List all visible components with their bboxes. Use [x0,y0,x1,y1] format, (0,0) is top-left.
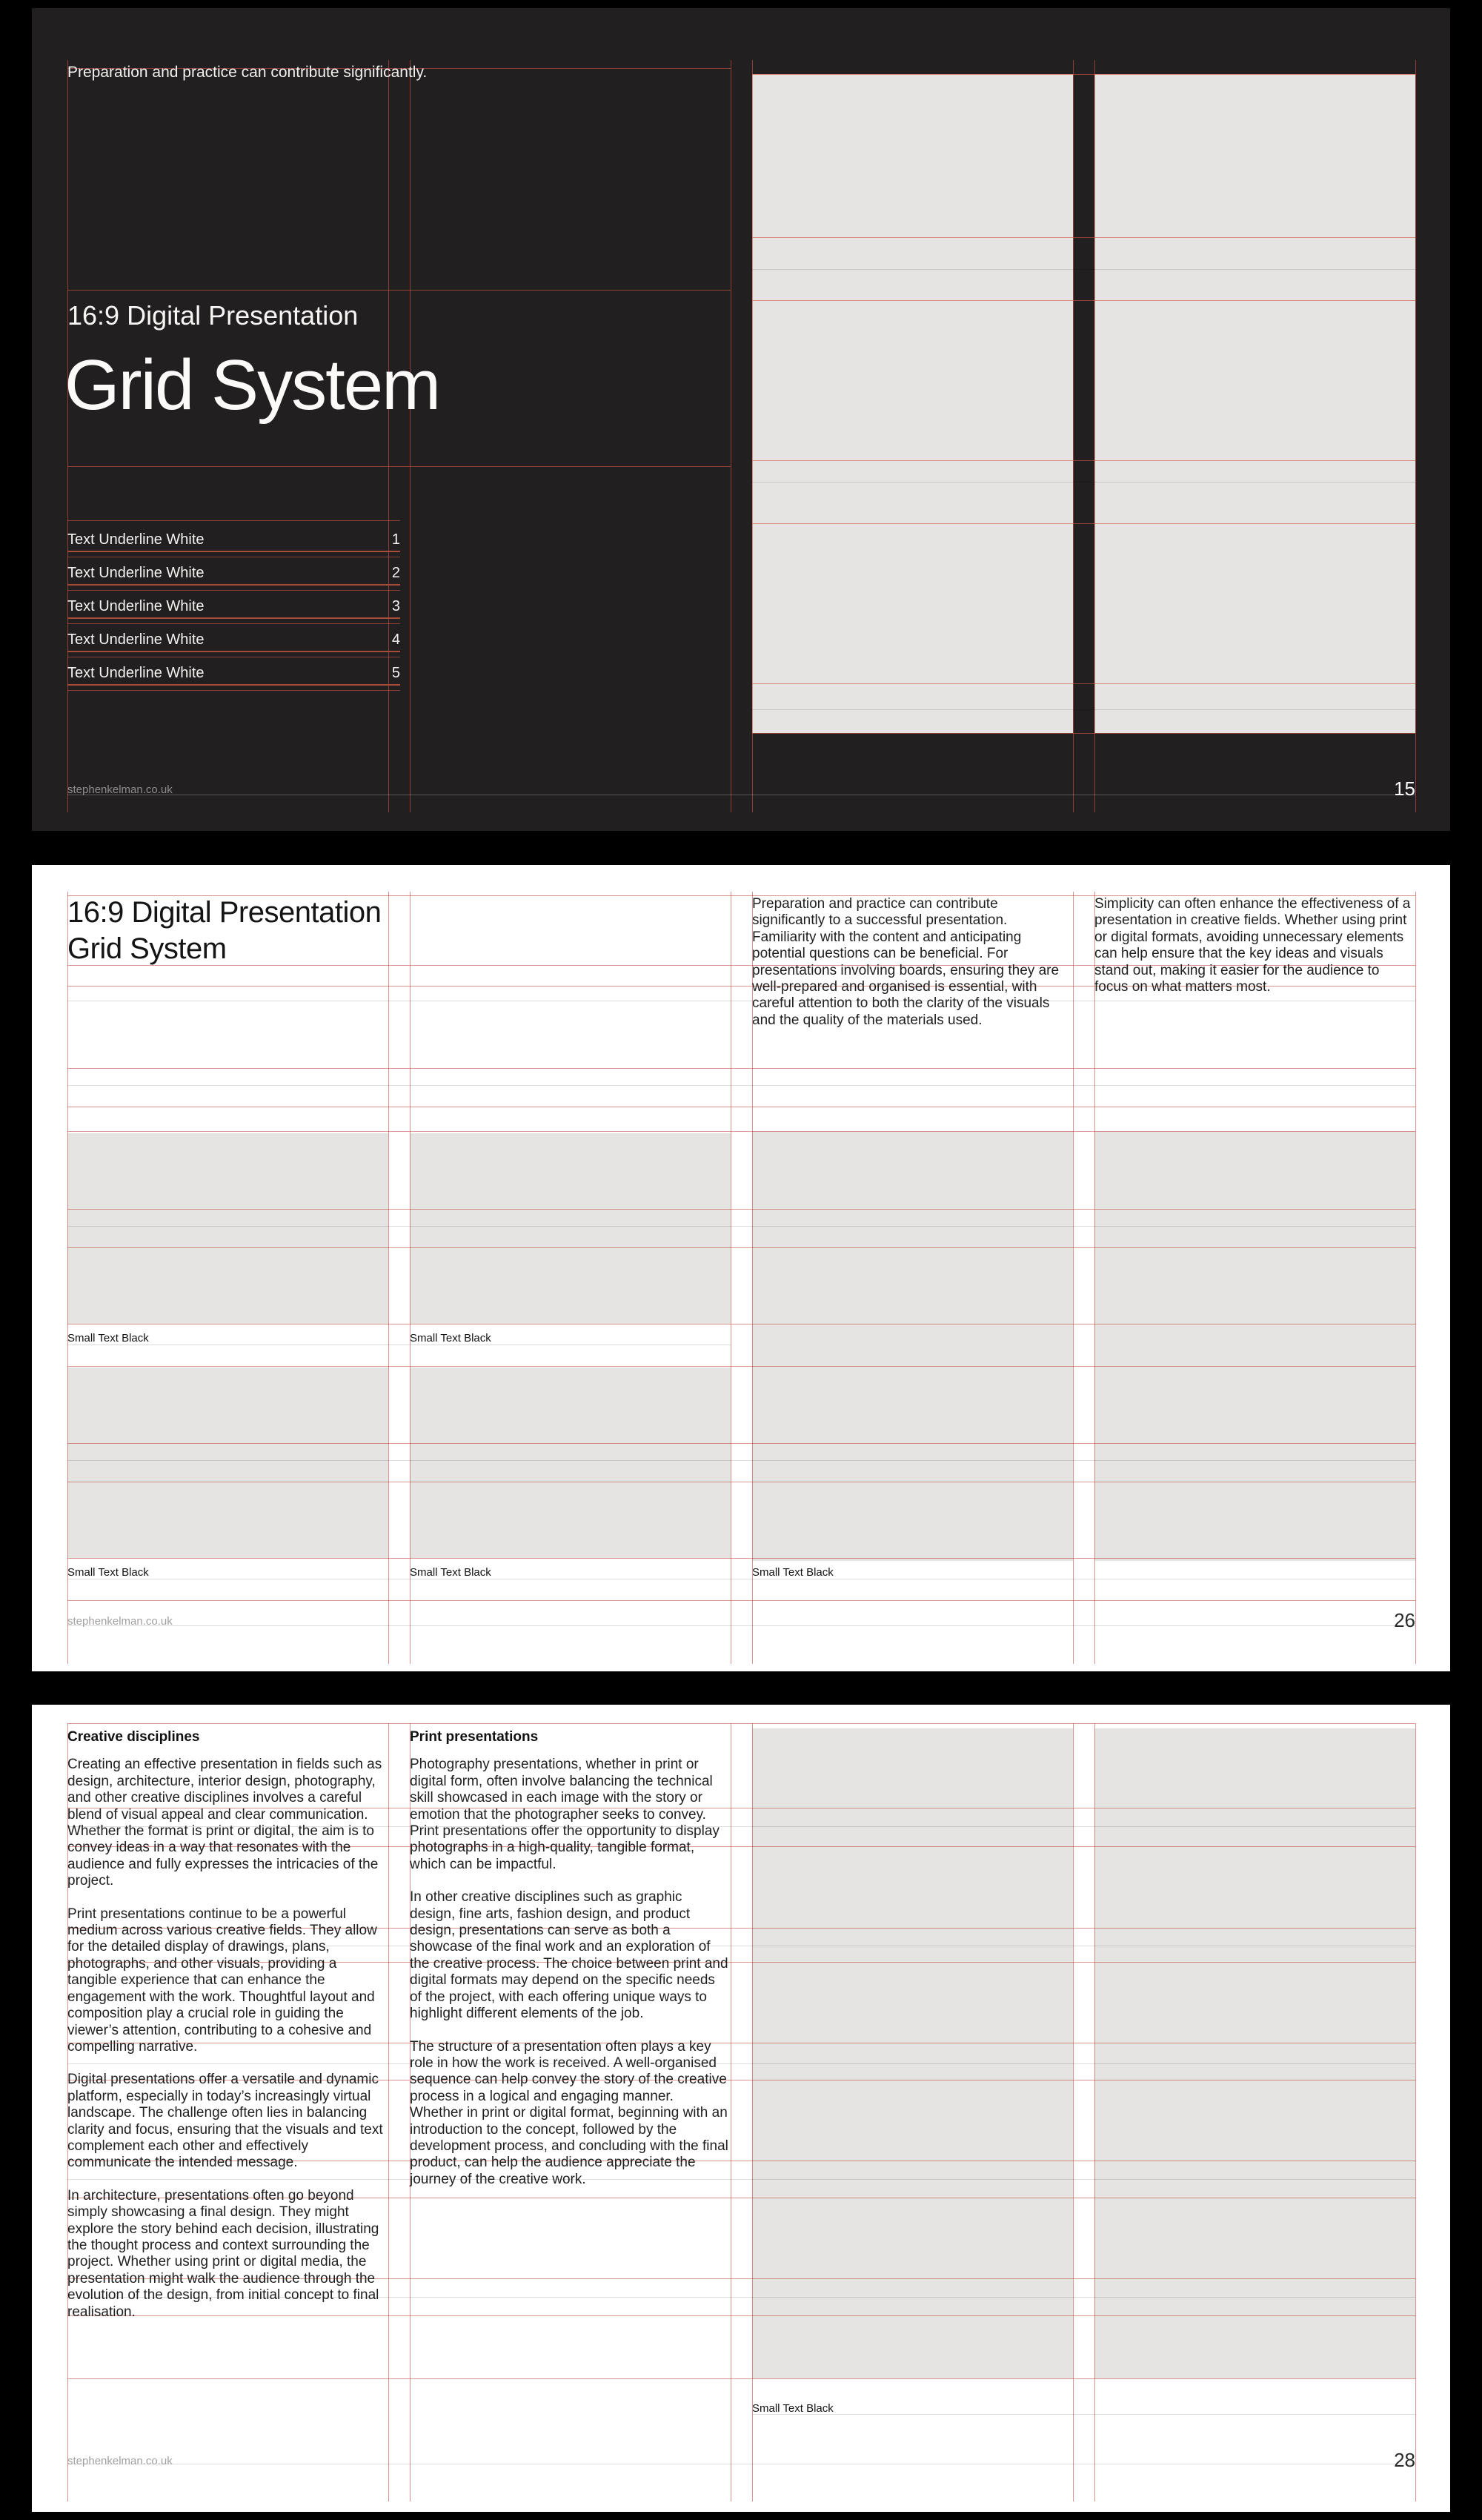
grid-baseline-guide [752,482,1415,483]
grid-baseline-guide [67,1625,1415,1626]
small-text-label: Small Text Black [410,1566,491,1579]
body-paragraph: Creating an effective presentation in fields such as design, architecture, interior design, photography, and other creative disciplines involves a careful blend of visual appeal and clear communication. Whether the format is print or digital, the aim is to convey ideas in a way that resonates with the audience and fully expresses the intricacies of the project. [67,1757,382,1889]
body-paragraph-col4: Simplicity can often enhance the effectiveness of a presentation in creative fields. Whether using print or digital formats, avoiding unnecessary elements can help ensure that the key ideas and visuals stand out, making it easier for the audience to focus on what matters most. [1094,896,1411,995]
grid-column-guide [410,60,411,812]
grid-column-guide [388,60,389,812]
grid-column-guide [1073,60,1074,812]
grid-baseline-guide [67,290,731,291]
grid-baseline-guide [752,300,1415,301]
image-placeholder [752,74,1073,733]
underline-list-item [67,629,400,652]
slide-28-light-text [32,1705,1450,2512]
grid-column-guide [1073,1723,1074,2501]
list-item-number: 1 [391,531,400,548]
grid-baseline-guide [67,1226,1415,1227]
image-placeholder [1094,74,1415,733]
list-item-number: 4 [391,631,400,648]
grid-baseline-guide [67,1558,1415,1559]
grid-baseline-guide [67,1460,1415,1461]
small-text-label: Small Text Black [752,1566,834,1579]
grid-baseline-guide [67,1085,1415,1086]
footer-site-url: stephenkelman.co.uk [67,783,173,796]
list-item-label: Text Underline White [67,598,205,614]
grid-baseline-guide [752,733,1415,734]
body-paragraph: Print presentations continue to be a powerful medium across various creative fields. They allow for the detailed display of drawings, plans, photographs, and other visuals, providing a tangible experience that can enhance the engagement with the work. Thoughtful layout and composition play a crucial role in guiding the viewer’s attention, contributing to a cohesive and compelling narrative. [67,1906,377,2055]
grid-column-guide [388,1723,389,2501]
list-item-label: Text Underline White [67,631,205,648]
grid-baseline-guide [67,1247,1415,1248]
image-placeholder [67,1367,388,1558]
slide-title [67,895,381,967]
small-text-label: Small Text Black [67,1566,149,1579]
list-item-label: Text Underline White [67,531,205,548]
grid-baseline-guide [752,709,1415,710]
grid-column-guide [1094,60,1095,812]
grid-column-guide [1094,1723,1095,2501]
grid-baseline-guide [67,1723,1415,1724]
image-placeholder [410,1367,731,1558]
grid-baseline-guide [67,520,400,521]
underline-list-item [67,595,400,619]
underline-list-item [67,528,400,552]
list-item-number: 5 [391,665,400,681]
grid-baseline-guide [752,683,1415,684]
grid-baseline-guide [67,1209,1415,1210]
list-item-number: 3 [391,598,400,614]
grid-baseline-guide [752,74,1415,75]
grid-baseline-guide [67,1131,1415,1132]
grid-baseline-guide [67,1443,1415,1444]
list-item-label: Text Underline White [67,665,205,681]
grid-baseline-guide [67,623,400,624]
slide-subtitle: 16:9 Digital Presentation [67,300,359,331]
slide-title: Grid System [64,345,440,425]
grid-baseline-guide [752,237,1415,238]
body-paragraph: Digital presentations offer a versatile and dynamic platform, especially in today’s increasingly virtual landscape. The challenge often lies in balancing clarity and focus, ensuring that the visuals and text complement each other and effectively communicate the intended message. [67,2072,383,2171]
grid-column-guide [67,60,68,812]
body-paragraph: In architecture, presentations often go beyond simply showcasing a final design. They might explore the story behind each decision, illustrating the thought process and context surrounding the project. Whether using print or digital media, the presentation might walk the audience through the evolution of the design, from initial concept to final realisation. [67,2187,379,2320]
grid-baseline-guide [67,1068,1415,1069]
title-line-1: 16:9 Digital Presentation [67,896,382,929]
body-paragraph: The structure of a presentation often plays a key role in how the work is received. A well-organised sequence can help convey the story of the creative process in a logical and engaging manner. Whether in print or digital format, beginning with an introduction to the concept, followed by the development process, and concluding with the final product, can help the audience appreciate the journey of the creative work. [410,2038,728,2187]
column-heading: Print presentations [410,1729,539,1745]
small-text-label: Small Text Black [410,1332,491,1344]
grid-column-guide [752,60,753,812]
grid-baseline-guide [67,1344,731,1345]
grid-baseline-guide [752,269,1415,270]
small-text-label: Small Text Black [752,2402,834,2415]
body-paragraph-col3: Preparation and practice can contribute significantly to a successful presentation. Familiarity with the content and anticipating potential questions can be beneficial. For presentations involving boards, ensuring they are well-prepared and organised is essential, with careful attention to both the clarity of the visuals and the quality of the materials used. [752,896,1060,1028]
slide-26-light-grid [32,865,1450,1671]
grid-baseline-guide [67,466,731,467]
text-column-2 [410,1729,731,2204]
grid-column-guide [67,892,68,1664]
grid-column-guide [1415,892,1416,1664]
grid-column-guide [388,892,389,1664]
grid-baseline-guide [67,590,400,591]
grid-baseline-guide [752,2414,1415,2415]
grid-column-guide [1415,60,1416,812]
underline-list-item [67,562,400,586]
image-placeholder [67,1133,388,1324]
kicker-text: Preparation and practice can contribute significantly. [67,64,428,81]
grid-baseline-guide [67,1600,1415,1601]
underline-list-item [67,662,400,686]
column-heading: Creative disciplines [67,1729,200,1745]
page-number: 28 [1394,2449,1415,2471]
grid-column-guide [1415,1723,1416,2501]
slide-15-dark-cover [32,8,1450,831]
page-number: 15 [1394,777,1415,800]
footer-site-url: stephenkelman.co.uk [67,1615,173,1628]
grid-column-guide [410,892,411,1664]
grid-baseline-guide [67,690,400,691]
text-column-1 [67,1729,388,2337]
grid-column-guide [1094,892,1095,1664]
image-placeholder [410,1133,731,1324]
grid-baseline-guide [67,2378,1415,2379]
list-item-number: 2 [391,565,400,581]
grid-baseline-guide [67,1366,1415,1367]
footer-site-url: stephenkelman.co.uk [67,2455,173,2467]
grid-baseline-guide [752,523,1415,524]
grid-column-guide [752,1723,753,2501]
page-number: 26 [1394,1609,1415,1631]
grid-baseline-guide [752,460,1415,461]
body-paragraph: Photography presentations, whether in print or digital form, often involve balancing the technical skill showcased in each image with the story or emotion that the photographer seeks to convey. Print presentations offer the opportunity to display photographs in a high-quality, tangible format, which can be impactful. [410,1757,720,1872]
list-item-label: Text Underline White [67,565,205,581]
image-placeholder [1094,1131,1415,1561]
title-line-2: Grid System [67,932,227,965]
small-text-label: Small Text Black [67,1332,149,1344]
grid-column-guide [1073,892,1074,1664]
body-paragraph: In other creative disciplines such as graphic design, fine arts, fashion design, and product design, presentations can serve as both a showcase of the final work and an exploration of the creative process. The choice between print and digital formats may depend on the specific needs of the project, with each offering unique ways to highlight different elements of the job. [410,1889,728,2022]
image-placeholder [752,1131,1073,1561]
